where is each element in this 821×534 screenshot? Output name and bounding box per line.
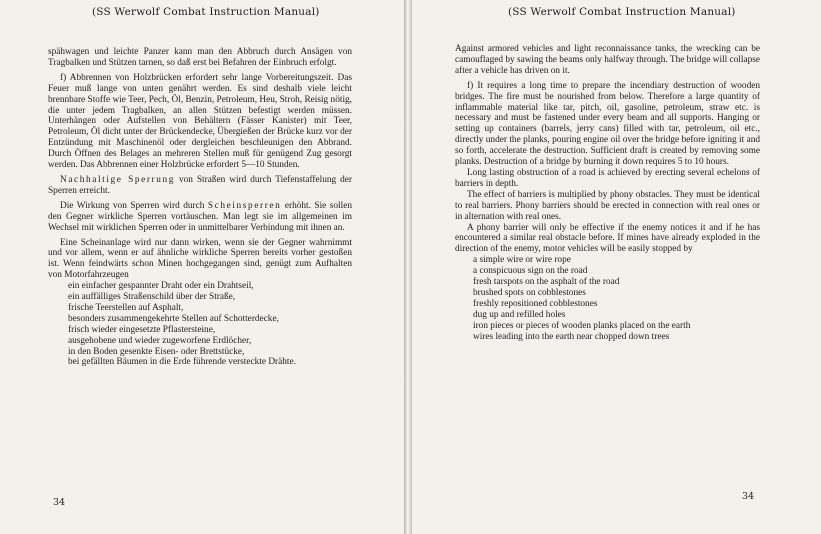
page-number: 34	[742, 491, 755, 502]
list-item: bei gefällten Bäumen in die Erde führende versteckte Drähte.	[68, 357, 296, 368]
list-item: ein auffälliges Straßenschild über der Straße,	[68, 292, 236, 303]
spaced-term: Nachhaltige Sperrung	[60, 174, 175, 185]
paragraph: spähwagen und leichte Panzer kann man den Abbruch durch Ansägen von Tragbalken und Stützen tarnen, so daß erst bei Befahren der Einbruch erfolgt.	[48, 47, 352, 68]
book-gutter	[404, 0, 412, 534]
list-item: ausgehobene und wieder zugeworfene Erdlöcher,	[68, 335, 252, 346]
list-item: a simple wire or wire rope	[473, 255, 571, 266]
list-item: in den Boden gesenkte Eisen- oder Brettstücke,	[68, 346, 245, 357]
list-item: frische Teerstellen auf Asphalt,	[68, 302, 184, 313]
spaced-term: Scheinsperren	[207, 200, 282, 211]
left-page	[0, 0, 404, 534]
list-item: frisch wieder eingesetzte Pflastersteine,	[68, 324, 216, 335]
paragraph: Against armored vehicles and light reconnaissance tanks, the wrecking can be camouflaged by sawing the beams only halfway through. The bridge will collapse after a vehicle has driven on it.	[455, 44, 760, 76]
paragraph: Long lasting obstruction of a road is achieved by erecting several echelons of barriers in depth.	[455, 167, 760, 189]
list-item: freshly repositioned cobblestones	[473, 298, 598, 309]
page-body	[455, 44, 760, 342]
right-page	[412, 0, 821, 534]
paragraph-text: Die Wirkung von Sperren wird durch	[60, 200, 208, 211]
barrier-list	[455, 255, 760, 342]
paragraph: A phony barrier will only be effective if the enemy notices it and if he has encountered a similar real obstacle before. If mines have already exploded in the direction of the enemy, motor vehicles will be easily stopped by	[455, 222, 760, 255]
list-item: ein einfacher gespannter Draht oder ein Drahtseil,	[68, 281, 254, 292]
paragraph	[48, 201, 352, 234]
page-number: 34	[53, 497, 66, 508]
paragraph: f) It requires a long time to prepare the incendiary destruction of wooden bridges. The fire must be nourished from below. Therefore a large quantity of inflammable material like tar, pitch, oil, gasoline, petroleum, straw etc. is necessary and must be fastened under every beam and all supports. Hanging or setting up containers (barrels, jerry cans) filled with tar, petroleum, oil etc., directly under the planks, pouring engine oil over the bridge before igniting it and so forth, accelerate the destruction. Sufficient draft is created by removing some planks. Destruction of a bridge by burning it down requires 5 to 10 hours.	[455, 80, 760, 168]
paragraph: f) Abbrennen von Holzbrücken erfordert sehr lange Vorbereitungszeit. Das Feuer muß lange von unten genährt werden. Es sind deshalb viele leicht brennbare Stoffe wie Teer, Pech, Öl, Benzin, Petroleum, Heu, Stroh, Reisig nötig, die unter jedem Tragbalken, an allen Stützen befestigt werden müssen. Unterhängen oder Aufstellen von Behältern (Fässer Kanister) mit Teer, Petroleum, Öl dicht unter der Brückendecke, Übergießen der Brücke kurz vor der Entzündung mit Maschinenöl oder dergleichen beschleunigen den Abbrand. Durch Öffnen des Belages an mehreren Stellen muß für genügend Zug gesorgt werden. Das Abbrennen einer Holzbrücke erfordert 5—10 Stunden.	[48, 72, 352, 171]
paragraph	[48, 175, 352, 197]
paragraph-text: von Straßen wird durch Tiefenstaffelung der Sperren erreicht.	[48, 174, 352, 196]
list-item: a conspicuous sign on the road	[473, 266, 588, 277]
paragraph: Eine Scheinanlage wird nur dann wirken, wenn sie der Gegner wahrnimmt und vor allem, wenn er auf ähnliche wirkliche Sperren bereits vorher gestoßen ist. Wenn feindwärts schon Minen hochgegangen sind, genügt zum Aufhalten von Motorfahrzeugen	[48, 237, 352, 281]
running-head: (SS Werwolf Combat Instruction Manual)	[508, 6, 736, 18]
page-body	[48, 47, 352, 368]
running-head: (SS Werwolf Combat Instruction Manual)	[92, 6, 320, 18]
list-item: brushed spots on cobblestones	[473, 287, 586, 298]
list-item: wires leading into the earth near chopped down trees	[473, 331, 670, 342]
paragraph: The effect of barriers is multiplied by phony obstacles. They must be identical to real barriers. Phony barriers should be erected in connection with real ones or in alternation with real ones.	[455, 189, 760, 222]
list-item: dug up and refilled holes	[473, 309, 566, 320]
paragraph-text: erhöht. Sie sollen den Gegner wirkliche Sperren vortäuschen. Man legt sie im allgemeinen im Wechsel mit wirklichen Sperren oder in unmittelbarer Verbindung mit ihnen an.	[48, 200, 352, 233]
barrier-list	[48, 281, 352, 368]
list-item: iron pieces or pieces of wooden planks placed on the earth	[473, 320, 691, 331]
list-item: fresh tarspots on the asphalt of the road	[473, 277, 620, 288]
list-item: besonders zusammengekehrte Stellen auf Schotterdecke,	[68, 313, 279, 324]
